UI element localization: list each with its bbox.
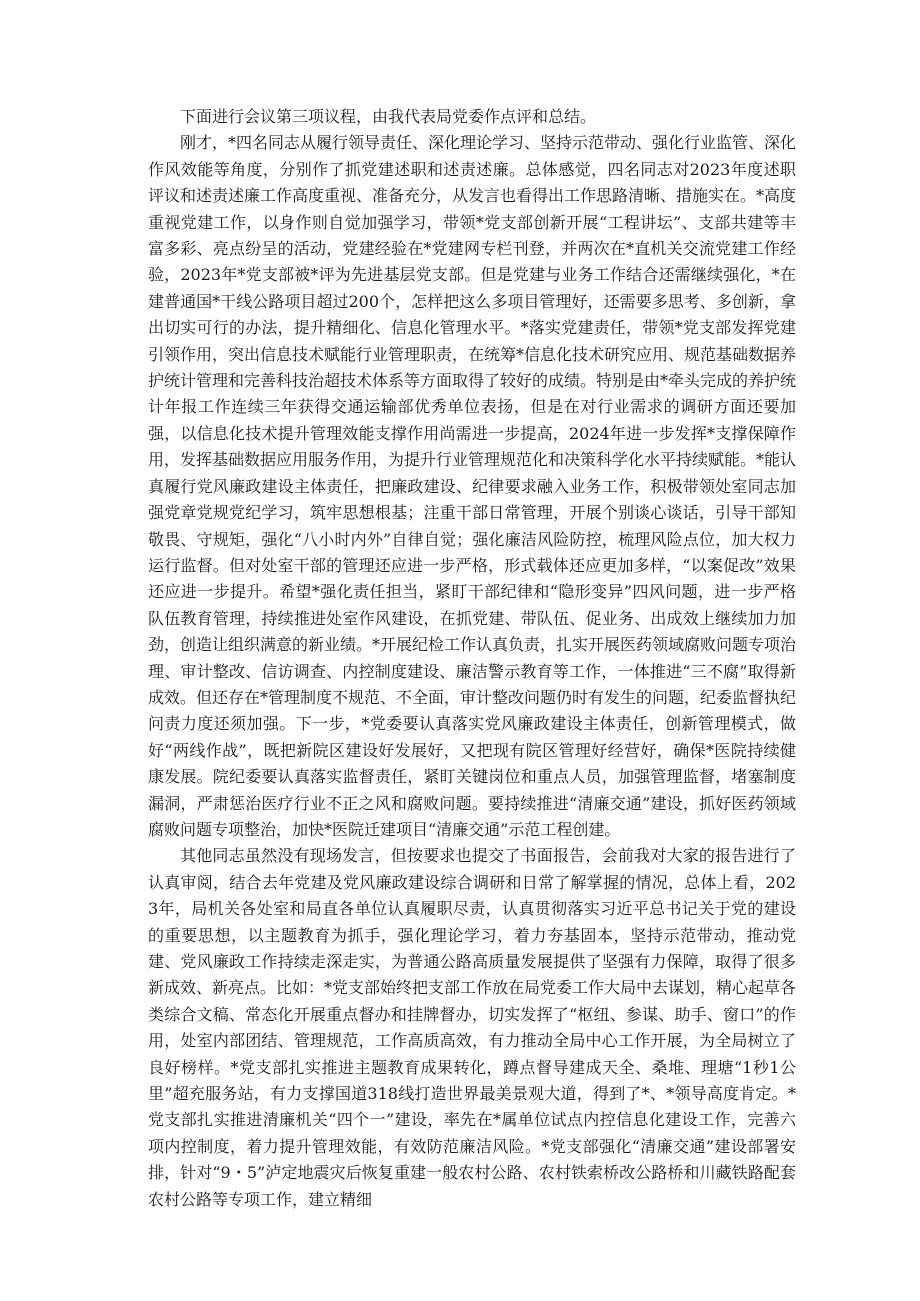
paragraph-agenda: 下面进行会议第三项议程，由我代表局党委作点评和总结。 <box>180 107 597 126</box>
paragraph-review: 刚才，*四名同志从履行领导责任、深化理论学习、坚持示范带动、强化行业监管、深化作风效能等角度，分别作了抓党建述职和述责述廉。总体感觉，四名同志对2023年度述职评议和述责述廉工作高度重视、准备充分，从发言也看得出工作思路清晰、措施实在。*高度重视党建工作，以身作则自觉加强学习，带领*党支部创新开展“工程讲坛”、支部共建等丰富多彩、亮点纷呈的活动，党建经验在*党建网专栏刊登，并两次在*直机关交流党建工作经验，2023年*党支部被*评为先进基层党支部。但是党建与业务工作结合还需继续强化，*在建普通国*干线公路项目超过200个，怎样把这么多项目管理好，还需要多思考、多创新，拿出切实可行的办法，提升精细化、信息化管理水平。*落实党建责任，带领*党支部发挥党建引领作用，突出信息技术赋能行业管理职责，在统筹*信息化技术研究应用、规范基础数据养护统计管理和完善科技治超技术体系等方面取得了较好的成绩。特别是由*牵头完成的养护统计年报工作连续三年获得交通运输部优秀单位表扬，但是在对行业需求的调研方面还要加强，以信息化技术提升管理效能支撑作用尚需进一步提高，2024年进一步发挥*支撑保障作用，发挥基础数据应用服务作用，为提升行业管理规范化和决策科学化水平持续赋能。*能认真履行党风廉政建设主体责任，把廉政建设、纪律要求融入业务工作，积极带领处室同志加强党章党规党纪学习，筑牢思想根基；注重干部日常管理，开展个别谈心谈话，引导干部知敬畏、守规矩，强化“八小时内外”自律自觉；强化廉洁风险防控，梳理风险点位，加大权力运行监督。但对处室干部的管理还应进一步严格，形式载体还应更加多样，“以案促改”效果还应进一步提升。希望*强化责任担当，紧盯干部纪律和“隐形变异”四风问题，进一步严格队伍教育管理，持续推进处室作风建设，在抓党建、带队伍、促业务、出成效上继续加力加劲，创造让组织满意的新业绩。*开展纪检工作认真负责，扎实开展医药领域腐败问题专项治理、审计整改、信访调查、内控制度建设、廉洁警示教育等工作，一体推进“三不腐”取得新成效。但还存在*管理制度不规范、不全面，审计整改问题仍时有发生的问题，纪委监督执纪问责力度还须加强。下一步，*党委要认真落实党风廉政建设主体责任，创新管理模式，做好“两线作战”，既把新院区建设好发展好，又把现有院区管理好经营好，确保*医院持续健康发展。院纪委要认真落实监督责任，紧盯关键岗位和重点人员，加强管理监督，堵塞制度漏洞，严肃惩治医疗行业不正之风和腐败问题。要持续推进“清廉交通”建设，抓好医药领域腐败问题专项整治，加快*医院迁建项目“清廉交通”示范工程创建。 <box>148 133 797 839</box>
document-body <box>148 104 796 1213</box>
paragraph-others: 其他同志虽然没有现场发言，但按要求也提交了书面报告，会前我对大家的报告进行了认真审阅，结合去年党建及党风廉政建设综合调研和日常了解掌握的情况，总体上看，2023年，局机关各处室和局直各单位认真履职尽责，认真贯彻落实习近平总书记关于党的建设的重要思想，以主题教育为抓手，强化理论学习，着力夯基固本，坚持示范带动，推动党建、党风廉政工作持续走深走实，为普通公路高质量发展提供了坚强有力保障，取得了很多新成效、新亮点。比如：*党支部始终把支部工作放在局党委工作大局中去谋划，精心起草各类综合文稿、常态化开展重点督办和挂牌督办，切实发挥了“枢纽、参谋、助手、窗口”的作用，处室内部团结、管理规范，工作高质高效，有力推动全局中心工作开展，为全局树立了良好榜样。*党支部扎实推进主题教育成果转化，蹲点督导建成天全、桑堆、理塘“1秒1公里”超充服务站，有力支撑国道318线打造世界最美景观大道，得到了*、*领导高度肯定。*党支部扎实推进清廉机关“四个一”建设，率先在*属单位试点内控信息化建设工作，完善六项内控制度，着力提升管理效能，有效防范廉洁风险。*党支部强化“清廉交通”建设部署安排，针对“9・5”泸定地震灾后恢复重建一般农村公路、农村铁索桥改公路桥和川藏铁路配套农村公路等专项工作，建立精细 <box>148 846 797 1209</box>
